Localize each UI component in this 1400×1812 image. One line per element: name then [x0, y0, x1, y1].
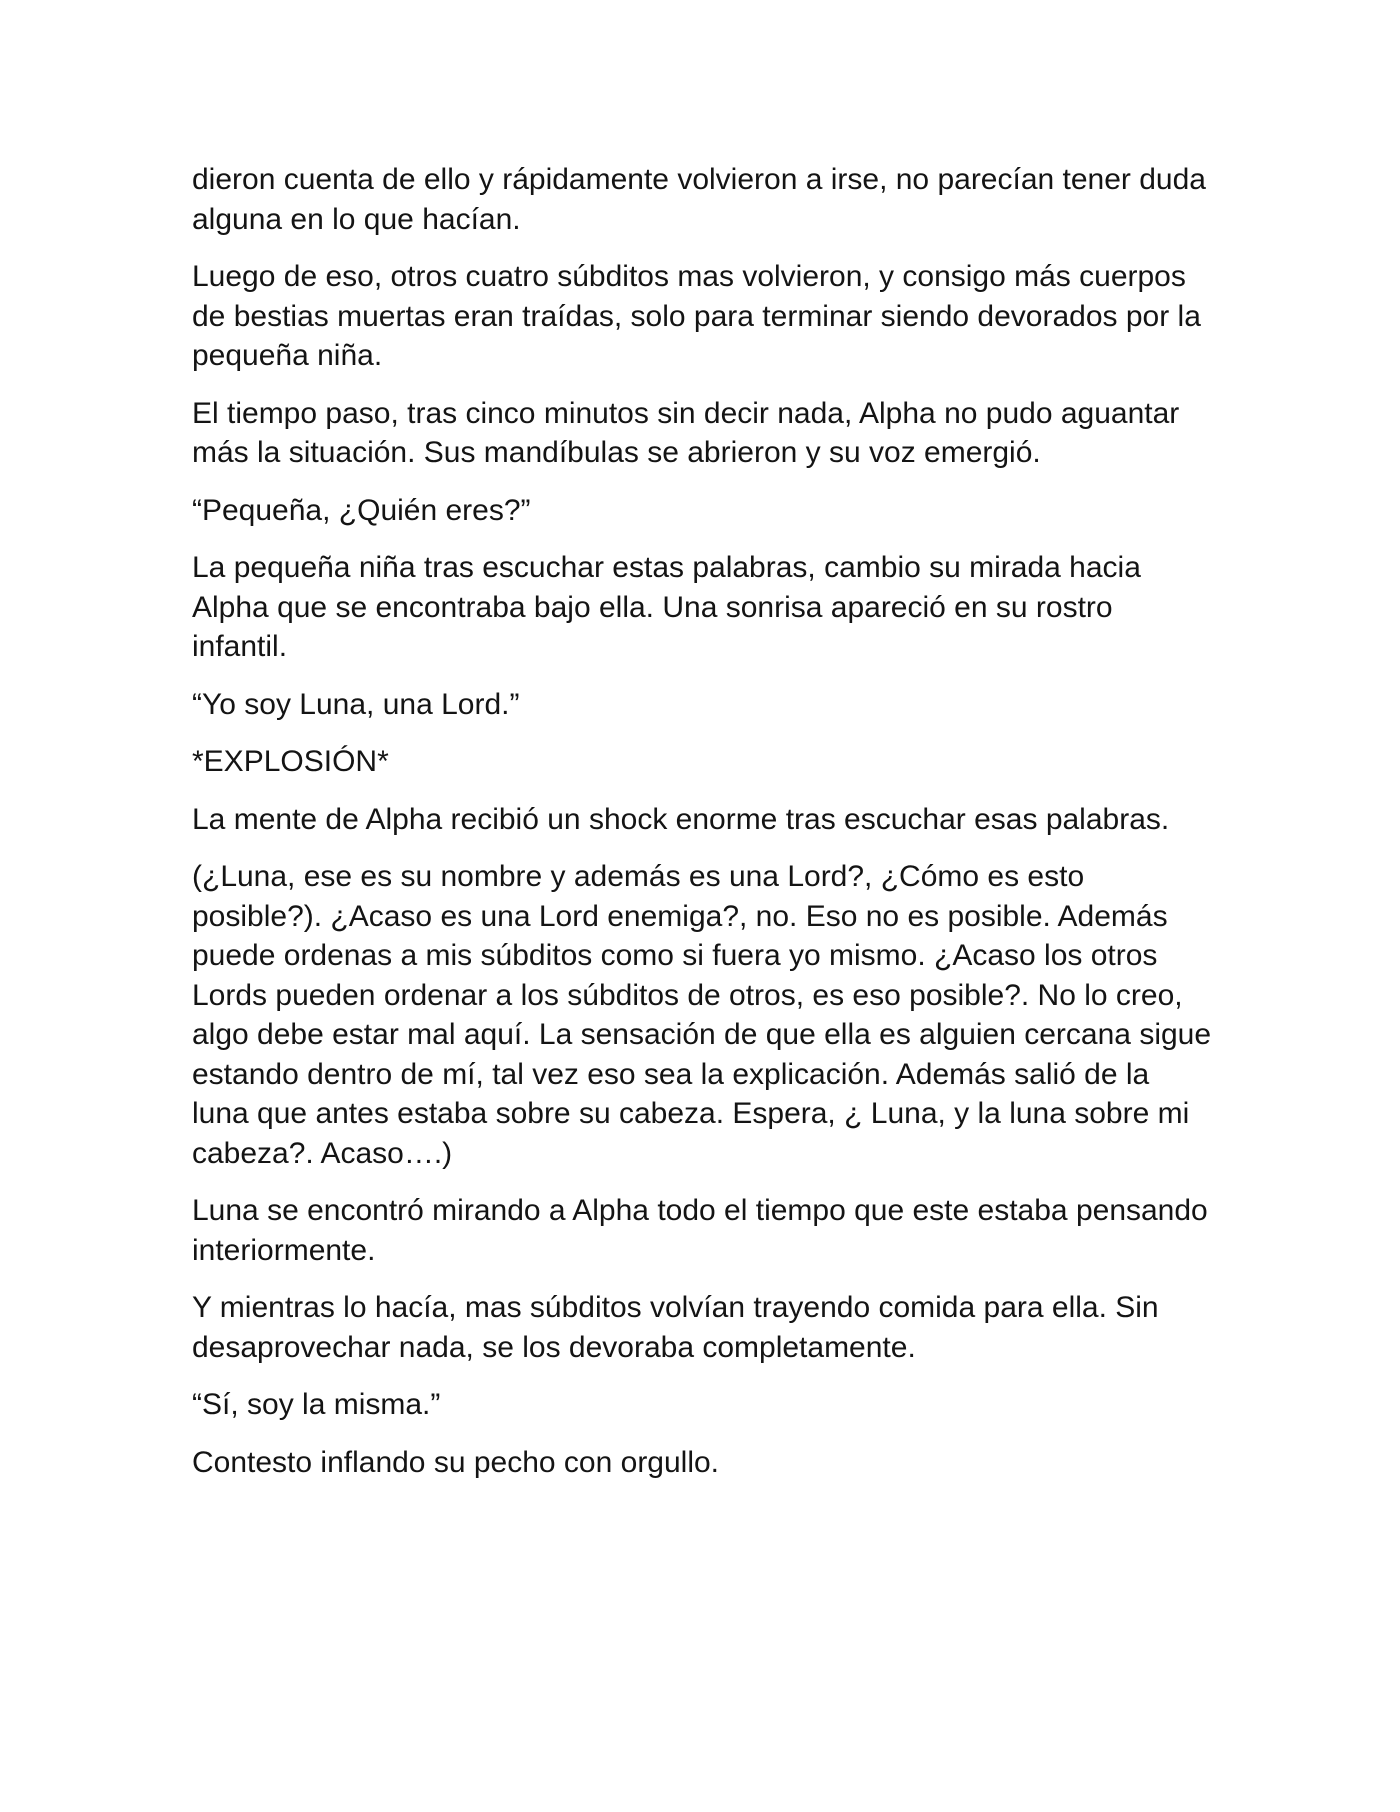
paragraph-8: La mente de Alpha recibió un shock enorme tras escuchar esas palabras.: [192, 802, 1170, 836]
paragraph-13: Contesto inflando su pecho con orgullo.: [192, 1445, 720, 1479]
paragraph-11: Y mientras lo hacía, mas súbditos volvían trayendo comida para ella. Sin desaprovechar nada, se los devoraba completamente.: [192, 1291, 1159, 1364]
body-text: [192, 160, 1212, 1500]
sound-effect: *EXPLOSIÓN*: [192, 745, 389, 778]
paragraph-10: Luna se encontró mirando a Alpha todo el tiempo que este estaba pensando interiormente.: [192, 1194, 1208, 1267]
dialogue-quien-eres: “Pequeña, ¿Quién eres?”: [192, 493, 531, 527]
paragraph-5: La pequeña niña tras escuchar estas palabras, cambio su mirada hacia Alpha que se encontraba bajo ella. Una sonrisa apareció en su rostro infantil.: [192, 551, 1141, 663]
paragraph-2: Luego de eso, otros cuatro súbditos mas volvieron, y consigo más cuerpos de bestias muertas eran traídas, solo para terminar siendo devorados por la pequeña niña.: [192, 260, 1201, 372]
paragraph-1: dieron cuenta de ello y rápidamente volvieron a irse, no parecían tener duda alguna en lo que hacían.: [192, 163, 1206, 236]
dialogue-soy-la-misma: “Sí, soy la misma.”: [192, 1388, 441, 1421]
dialogue-yo-soy-luna: “Yo soy Luna, una Lord.”: [192, 687, 520, 721]
inner-thought-paragraph: (¿Luna, ese es su nombre y además es una Lord?, ¿Cómo es esto posible?). ¿Acaso es una Lord enemiga?, no. Eso no es posible. Además puede ordenas a mis súbditos como si fuera yo mismo. ¿Acaso los otros Lords pueden ordenar a los súbditos de otros, es eso posible?. No lo creo, algo debe estar mal aquí. La sensación de que ella es alguien cercana sigue estando dentro de mí, tal vez eso sea la explicación. Además salió de la luna que antes estaba sobre su cabeza. Espera, ¿ Luna, y la luna sobre mi cabeza?. Acaso….): [192, 860, 1212, 1170]
paragraph-3: El tiempo paso, tras cinco minutos sin decir nada, Alpha no pudo aguantar más la situación. Sus mandíbulas se abrieron y su voz emergió.: [192, 396, 1180, 469]
